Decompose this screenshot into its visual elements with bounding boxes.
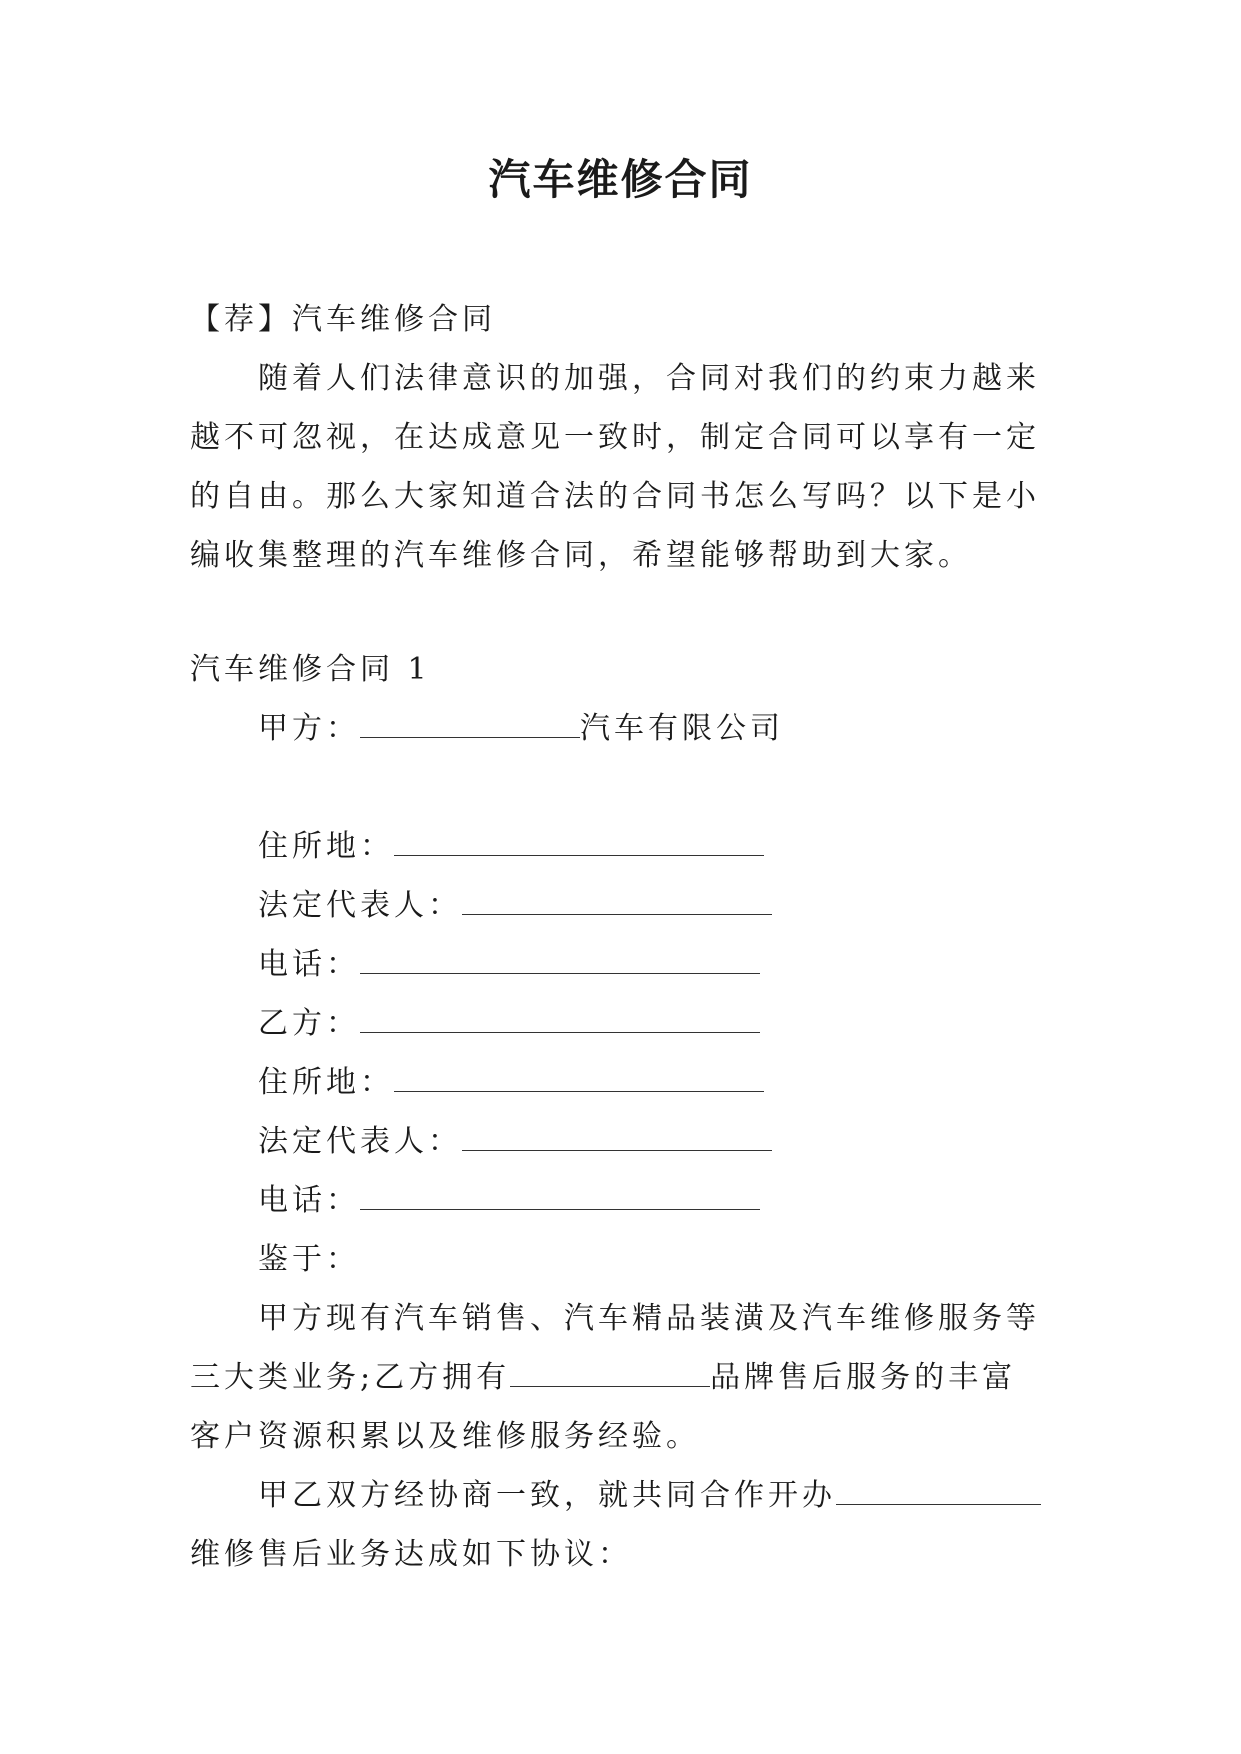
intro-paragraph: 随着人们法律意识的加强，合同对我们的约束力越来越不可忽视，在达成意见一致时，制定合同可以享有一定的自由。那么大家知道合法的合同书怎么写吗？以下是小编收集整理的汽车维修合同，希望能够帮助到大家。 bbox=[190, 361, 1040, 573]
paragraph-agreement bbox=[190, 1466, 1050, 1584]
field-blank bbox=[360, 951, 760, 974]
field-line bbox=[190, 1053, 1050, 1112]
party-a-label: 甲方： bbox=[258, 711, 360, 746]
field-blank bbox=[360, 1187, 760, 1210]
field-blank bbox=[394, 1069, 764, 1092]
field-line bbox=[190, 817, 1050, 876]
field-blank bbox=[462, 892, 772, 915]
spacer bbox=[190, 758, 1050, 817]
whereas-label: 鉴于： bbox=[258, 1242, 360, 1277]
party-a-suffix: 汽车有限公司 bbox=[580, 711, 784, 746]
field-line bbox=[190, 994, 1050, 1053]
field-label: 住所地： bbox=[258, 829, 394, 864]
brand-blank bbox=[510, 1364, 710, 1387]
intro-heading: 【荐】汽车维修合同 bbox=[190, 302, 496, 337]
field-line bbox=[190, 1112, 1050, 1171]
field-blank bbox=[394, 833, 764, 856]
field-label: 电话： bbox=[258, 947, 360, 982]
document-title: 汽车维修合同 bbox=[488, 155, 753, 204]
paragraph-agreement-end: 维修售后业务达成如下协议： bbox=[190, 1537, 632, 1572]
field-blank bbox=[360, 1010, 760, 1033]
field-label: 电话： bbox=[258, 1183, 360, 1218]
field-label: 法定代表人： bbox=[258, 888, 462, 923]
field-blank bbox=[462, 1128, 772, 1151]
document-body bbox=[190, 290, 1050, 1584]
field-line bbox=[190, 876, 1050, 935]
field-line bbox=[190, 935, 1050, 994]
field-label: 法定代表人： bbox=[258, 1124, 462, 1159]
field-label: 住所地： bbox=[258, 1065, 394, 1100]
paragraph-business-end: 品牌售后服务的丰富客户资源积累以及维修服务经验。 bbox=[190, 1360, 1017, 1454]
paragraph-agreement-start: 甲乙双方经协商一致，就共同合作开办 bbox=[258, 1478, 836, 1513]
field-label: 乙方： bbox=[258, 1006, 360, 1041]
paragraph-business bbox=[190, 1289, 1050, 1466]
party-a-line bbox=[190, 699, 1050, 758]
party-a-blank bbox=[360, 715, 580, 738]
spacer bbox=[190, 585, 1050, 640]
field-line bbox=[190, 1171, 1050, 1230]
section-title: 汽车维修合同 1 bbox=[190, 652, 431, 687]
paragraph-business-start: 甲方现有汽车销售、汽车精品装潢及汽车维修服务等三大类业务;乙方拥有 bbox=[190, 1301, 1040, 1395]
venture-blank bbox=[836, 1482, 1041, 1505]
